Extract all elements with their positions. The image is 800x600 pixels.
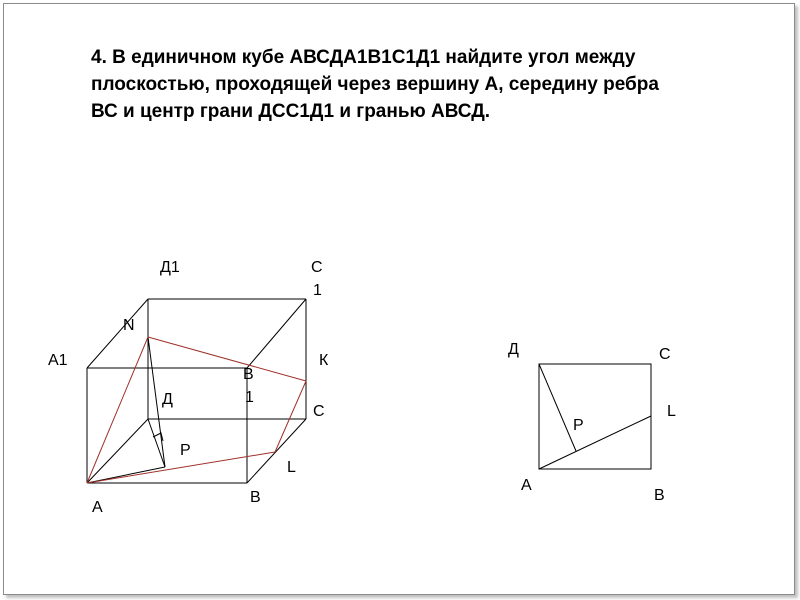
- section-plane: [87, 337, 306, 483]
- line-dp: [148, 419, 165, 467]
- label-c: С: [313, 403, 325, 420]
- sq-label-p: Р: [573, 417, 584, 434]
- label-n: N: [123, 317, 135, 334]
- label-a1: А1: [48, 352, 68, 369]
- label-b1-letter: В: [243, 366, 254, 383]
- square-edges: [539, 364, 651, 469]
- problem-line-3: ВС и центр грани ДСС1Д1 и гранью АВСД.: [91, 101, 491, 122]
- label-c1-letter: С: [311, 259, 323, 276]
- problem-line-1: 4. В единичном кубе АВСДА1В1С1Д1 найдите угол между: [91, 47, 636, 68]
- section-kl: [275, 381, 306, 452]
- sq-label-d: Д: [508, 341, 519, 358]
- square-figure: [508, 341, 676, 504]
- label-d: Д: [162, 391, 173, 408]
- section-an: [87, 337, 148, 483]
- sq-label-c: С: [659, 346, 671, 363]
- label-c1-index: 1: [313, 282, 322, 299]
- cube-labels: [48, 259, 329, 516]
- edge-ad: [87, 419, 148, 483]
- label-l: L: [287, 459, 296, 476]
- sq-label-a: А: [521, 477, 532, 494]
- sq-label-l: L: [667, 403, 676, 420]
- problem-line-2: плоскостью, проходящей через вершину А, середину ребра: [91, 74, 659, 95]
- section-nk: [148, 337, 306, 381]
- square-line-dp: [539, 364, 576, 451]
- cube-figure: [48, 259, 329, 516]
- label-p: Р: [180, 442, 191, 459]
- label-b: В: [250, 489, 261, 506]
- edge-b1c1: [247, 299, 306, 368]
- edge-bc: [247, 419, 306, 483]
- label-a: А: [92, 499, 103, 516]
- label-b1-index: 1: [245, 389, 254, 406]
- label-d1: Д1: [160, 259, 180, 276]
- cube-edges: [87, 299, 306, 483]
- sq-label-b: В: [654, 487, 665, 504]
- square-abcd: [539, 364, 651, 469]
- square-line-al: [539, 416, 651, 469]
- label-k: К: [319, 352, 329, 369]
